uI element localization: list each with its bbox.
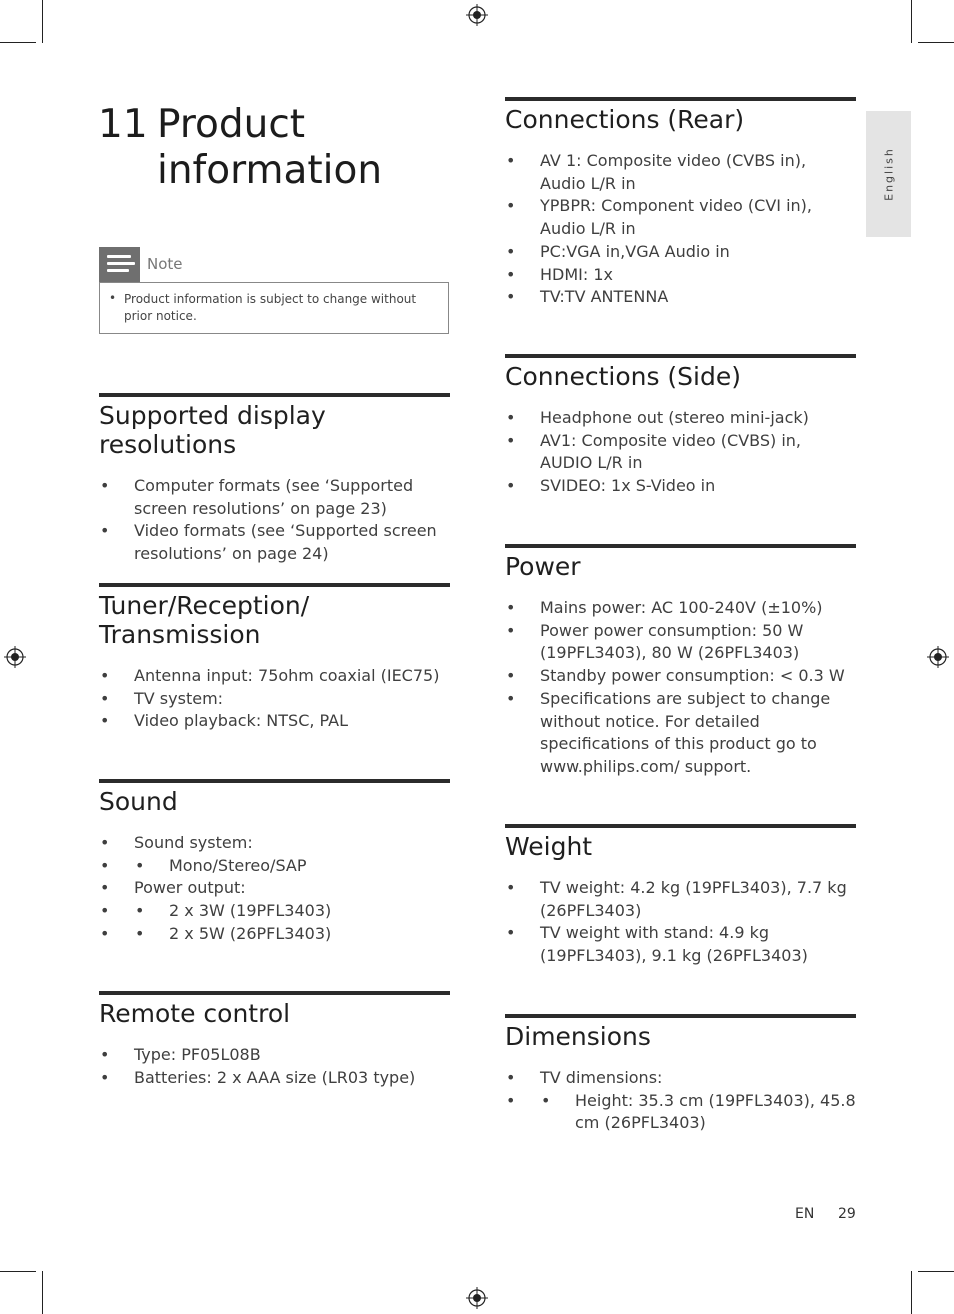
section-tuner-reception-transmission (99, 583, 450, 733)
sub-bullet-text: Height: 35.3 cm (19PFL3403), 45.8 cm (26PFL3403) (575, 1090, 856, 1133)
list-item: • Mono/Stereo/SAP • (99, 855, 450, 878)
note-label: Note (147, 255, 183, 273)
sub-bullet-text: 2 x 3W (19PFL3403) (169, 901, 332, 921)
section-title: Power (505, 552, 581, 581)
list-item: • Antenna input: 75ohm coaxial (IEC75) (99, 665, 450, 688)
crop-mark (0, 42, 36, 43)
section-sound (99, 779, 450, 946)
bullet-list (99, 1044, 450, 1089)
section-connections-rear (505, 97, 856, 309)
section-remote-control (99, 991, 450, 1089)
list-item: • TV:TV ANTENNA (505, 286, 856, 309)
bullet-list (505, 150, 856, 309)
list-item: • TV dimensions: (505, 1067, 856, 1090)
crop-mark (42, 0, 43, 43)
chapter-title: Product information (157, 102, 383, 193)
list-item: • Type: PF05L08B (99, 1044, 450, 1067)
bullet-list (505, 597, 856, 779)
bullet-list (99, 832, 450, 946)
list-item: • YPBPR: Component video (CVI in), Audio L/R in (505, 195, 856, 240)
list-item: • Batteries: 2 x AAA size (LR03 type) (99, 1067, 450, 1090)
section-title: Connections (Rear) (505, 105, 745, 134)
crop-mark (911, 0, 912, 43)
crop-mark (911, 1271, 912, 1314)
sub-bullet-text: 2 x 5W (26PFL3403) (169, 923, 332, 943)
section-title: Sound (99, 787, 178, 816)
note-header (99, 246, 449, 282)
crop-mark (42, 1271, 43, 1314)
list-item: • Height: 35.3 cm (19PFL3403), 45.8 cm (26PFL3403) • (505, 1090, 856, 1135)
chapter-number: 11 (98, 102, 148, 147)
crop-mark (918, 42, 954, 43)
list-item: • 2 x 5W (26PFL3403) • (99, 923, 450, 946)
section-weight (505, 824, 856, 968)
registration-mark-icon (927, 646, 949, 668)
list-item: • Standby power consumption: < 0.3 W (505, 665, 856, 688)
crop-mark (918, 1271, 954, 1272)
note-text: • Product information is subject to change without prior notice. (99, 282, 449, 334)
list-item: • 2 x 3W (19PFL3403) • (99, 900, 450, 923)
page-number: 29 (838, 1206, 856, 1222)
list-item: • Power power consumption: 50 W (19PFL3403), 80 W (26PFL3403) (505, 620, 856, 665)
sub-bullet-text: Mono/Stereo/SAP (169, 855, 307, 875)
language-tab-label: English (882, 147, 895, 201)
registration-mark-icon (466, 1287, 488, 1309)
note (99, 246, 449, 334)
list-item: • Headphone out (stereo mini-jack) (505, 407, 856, 430)
bullet-list (505, 407, 856, 498)
list-item: • Specifications are subject to change without notice. For detailed specifications of this product go to www.philips.com/ support. (505, 688, 856, 779)
list-item: • Mains power: AC 100-240V (±10%) (505, 597, 856, 620)
list-item: • Sound system: (99, 832, 450, 855)
list-item: • Video formats (see ‘Supported screen resolutions’ on page 24) (99, 520, 450, 565)
note-icon (99, 247, 140, 283)
section-power (505, 544, 856, 779)
bullet-list (99, 475, 450, 566)
list-item: • SVIDEO: 1x S-Video in (505, 475, 856, 498)
section-title: Remote control (99, 999, 291, 1028)
bullet-list (505, 877, 856, 968)
list-item: • HDMI: 1x (505, 264, 856, 287)
crop-mark (0, 1271, 36, 1272)
footer-language: EN (795, 1206, 815, 1222)
list-item: • Computer formats (see ‘Supported screen resolutions’ on page 23) (99, 475, 450, 520)
list-item: • AV1: Composite video (CVBS) in, AUDIO L/R in (505, 430, 856, 475)
section-title: Weight (505, 832, 593, 861)
section-supported-display-resolutions (99, 393, 450, 566)
language-tab (866, 111, 911, 237)
list-item: • TV weight with stand: 4.9 kg (19PFL3403), 9.1 kg (26PFL3403) (505, 922, 856, 967)
registration-mark-icon (466, 4, 488, 26)
registration-mark-icon (4, 646, 26, 668)
bullet-list (99, 665, 450, 733)
list-item: • AV 1: Composite video (CVBS in), Audio L/R in (505, 150, 856, 195)
section-title: Supported display resolutions (99, 401, 326, 459)
list-item: • Power output: (99, 877, 450, 900)
list-item: • TV weight: 4.2 kg (19PFL3403), 7.7 kg (26PFL3403) (505, 877, 856, 922)
section-title: Dimensions (505, 1022, 651, 1051)
list-item: • Video playback: NTSC, PAL (99, 710, 450, 733)
list-item: • TV system: (99, 688, 450, 711)
section-title: Tuner/Reception/ Transmission (99, 591, 310, 649)
list-item: • PC:VGA in,VGA Audio in (505, 241, 856, 264)
section-connections-side (505, 354, 856, 498)
bullet-list (505, 1067, 856, 1135)
section-dimensions (505, 1014, 856, 1135)
section-title: Connections (Side) (505, 362, 741, 391)
